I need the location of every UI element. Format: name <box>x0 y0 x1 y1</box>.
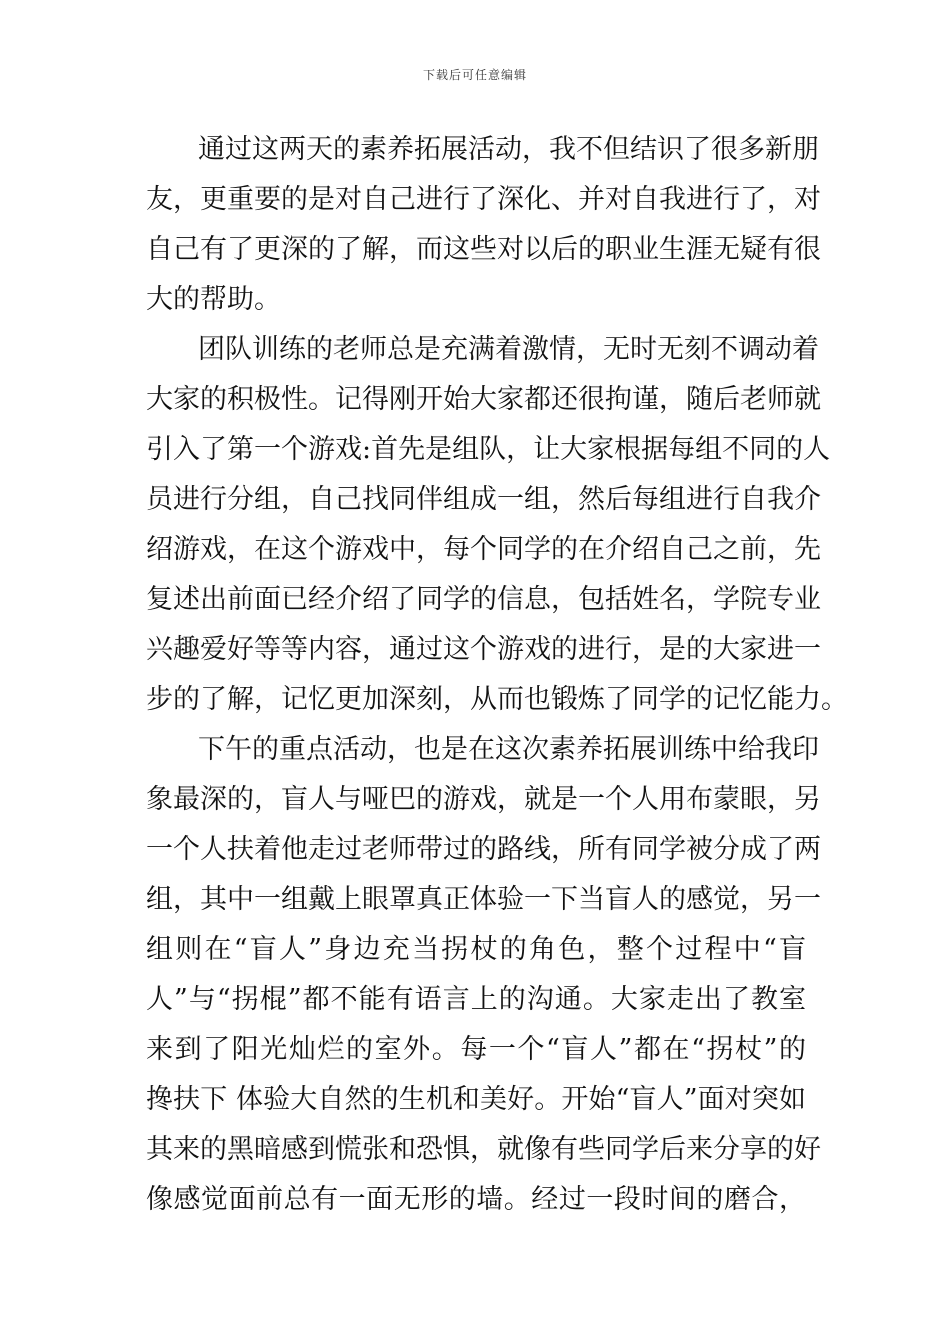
paragraph-line: 大的帮助。 <box>146 284 281 315</box>
paragraph-line: 步的了解，记忆更加深刻，从而也锻炼了同学的记忆能力。 <box>146 684 848 715</box>
paragraph-line: 人”与“拐棍”都不能有语言上的沟通。大家走出了教室 <box>146 984 806 1015</box>
paragraph-line: 员进行分组，自己找同伴组成一组，然后每组进行自我介 <box>146 484 821 515</box>
paragraph-line: 团队训练的老师总是充满着激情，无时无刻不调动着 <box>198 334 819 365</box>
paragraph-line: 大家的积极性。记得刚开始大家都还很拘谨，随后老师就 <box>146 384 821 415</box>
paragraph-line: 来到了阳光灿烂的室外。每一个“盲人”都在“拐杖”的 <box>146 1034 806 1065</box>
paragraph-line: 下午的重点活动，也是在这次素养拓展训练中给我印 <box>198 734 819 765</box>
paragraph-line: 像感觉面前总有一面无形的墙。经过一段时间的磨合， <box>146 1184 806 1215</box>
paragraph-line: 友，更重要的是对自己进行了深化、并对自我进行了，对 <box>146 184 821 215</box>
paragraph-line: 其来的黑暗感到慌张和恐惧，就像有些同学后来分享的好 <box>146 1134 821 1165</box>
header-note: 下载后可任意编辑 <box>422 68 527 82</box>
paragraph-line: 引入了第一个游戏:首先是组队，让大家根据每组不同的人 <box>146 434 831 465</box>
paragraph-line: 一个人扶着他走过老师带过的路线，所有同学被分成了两 <box>146 834 821 865</box>
paragraph-line: 绍游戏，在这个游戏中，每个同学的在介绍自己之前，先 <box>146 534 821 565</box>
paragraph-line: 兴趣爱好等等内容，通过这个游戏的进行，是的大家进一 <box>146 634 821 665</box>
paragraph-line: 通过这两天的素养拓展活动，我不但结识了很多新朋 <box>198 134 819 165</box>
paragraph-line: 复述出前面已经介绍了同学的信息，包括姓名，学院专业 <box>146 584 821 615</box>
paragraph-line: 搀扶下 体验大自然的生机和美好。开始“盲人”面对突如 <box>146 1084 806 1115</box>
paragraph-line: 象最深的，盲人与哑巴的游戏，就是一个人用布蒙眼，另 <box>146 784 821 815</box>
paragraph-line: 组则在“盲人”身边充当拐杖的角色，整个过程中“盲 <box>146 934 806 965</box>
paragraph-line: 自己有了更深的了解，而这些对以后的职业生涯无疑有很 <box>146 234 821 265</box>
paragraph-line: 组，其中一组戴上眼罩真正体验一下当盲人的感觉，另一 <box>146 884 821 915</box>
